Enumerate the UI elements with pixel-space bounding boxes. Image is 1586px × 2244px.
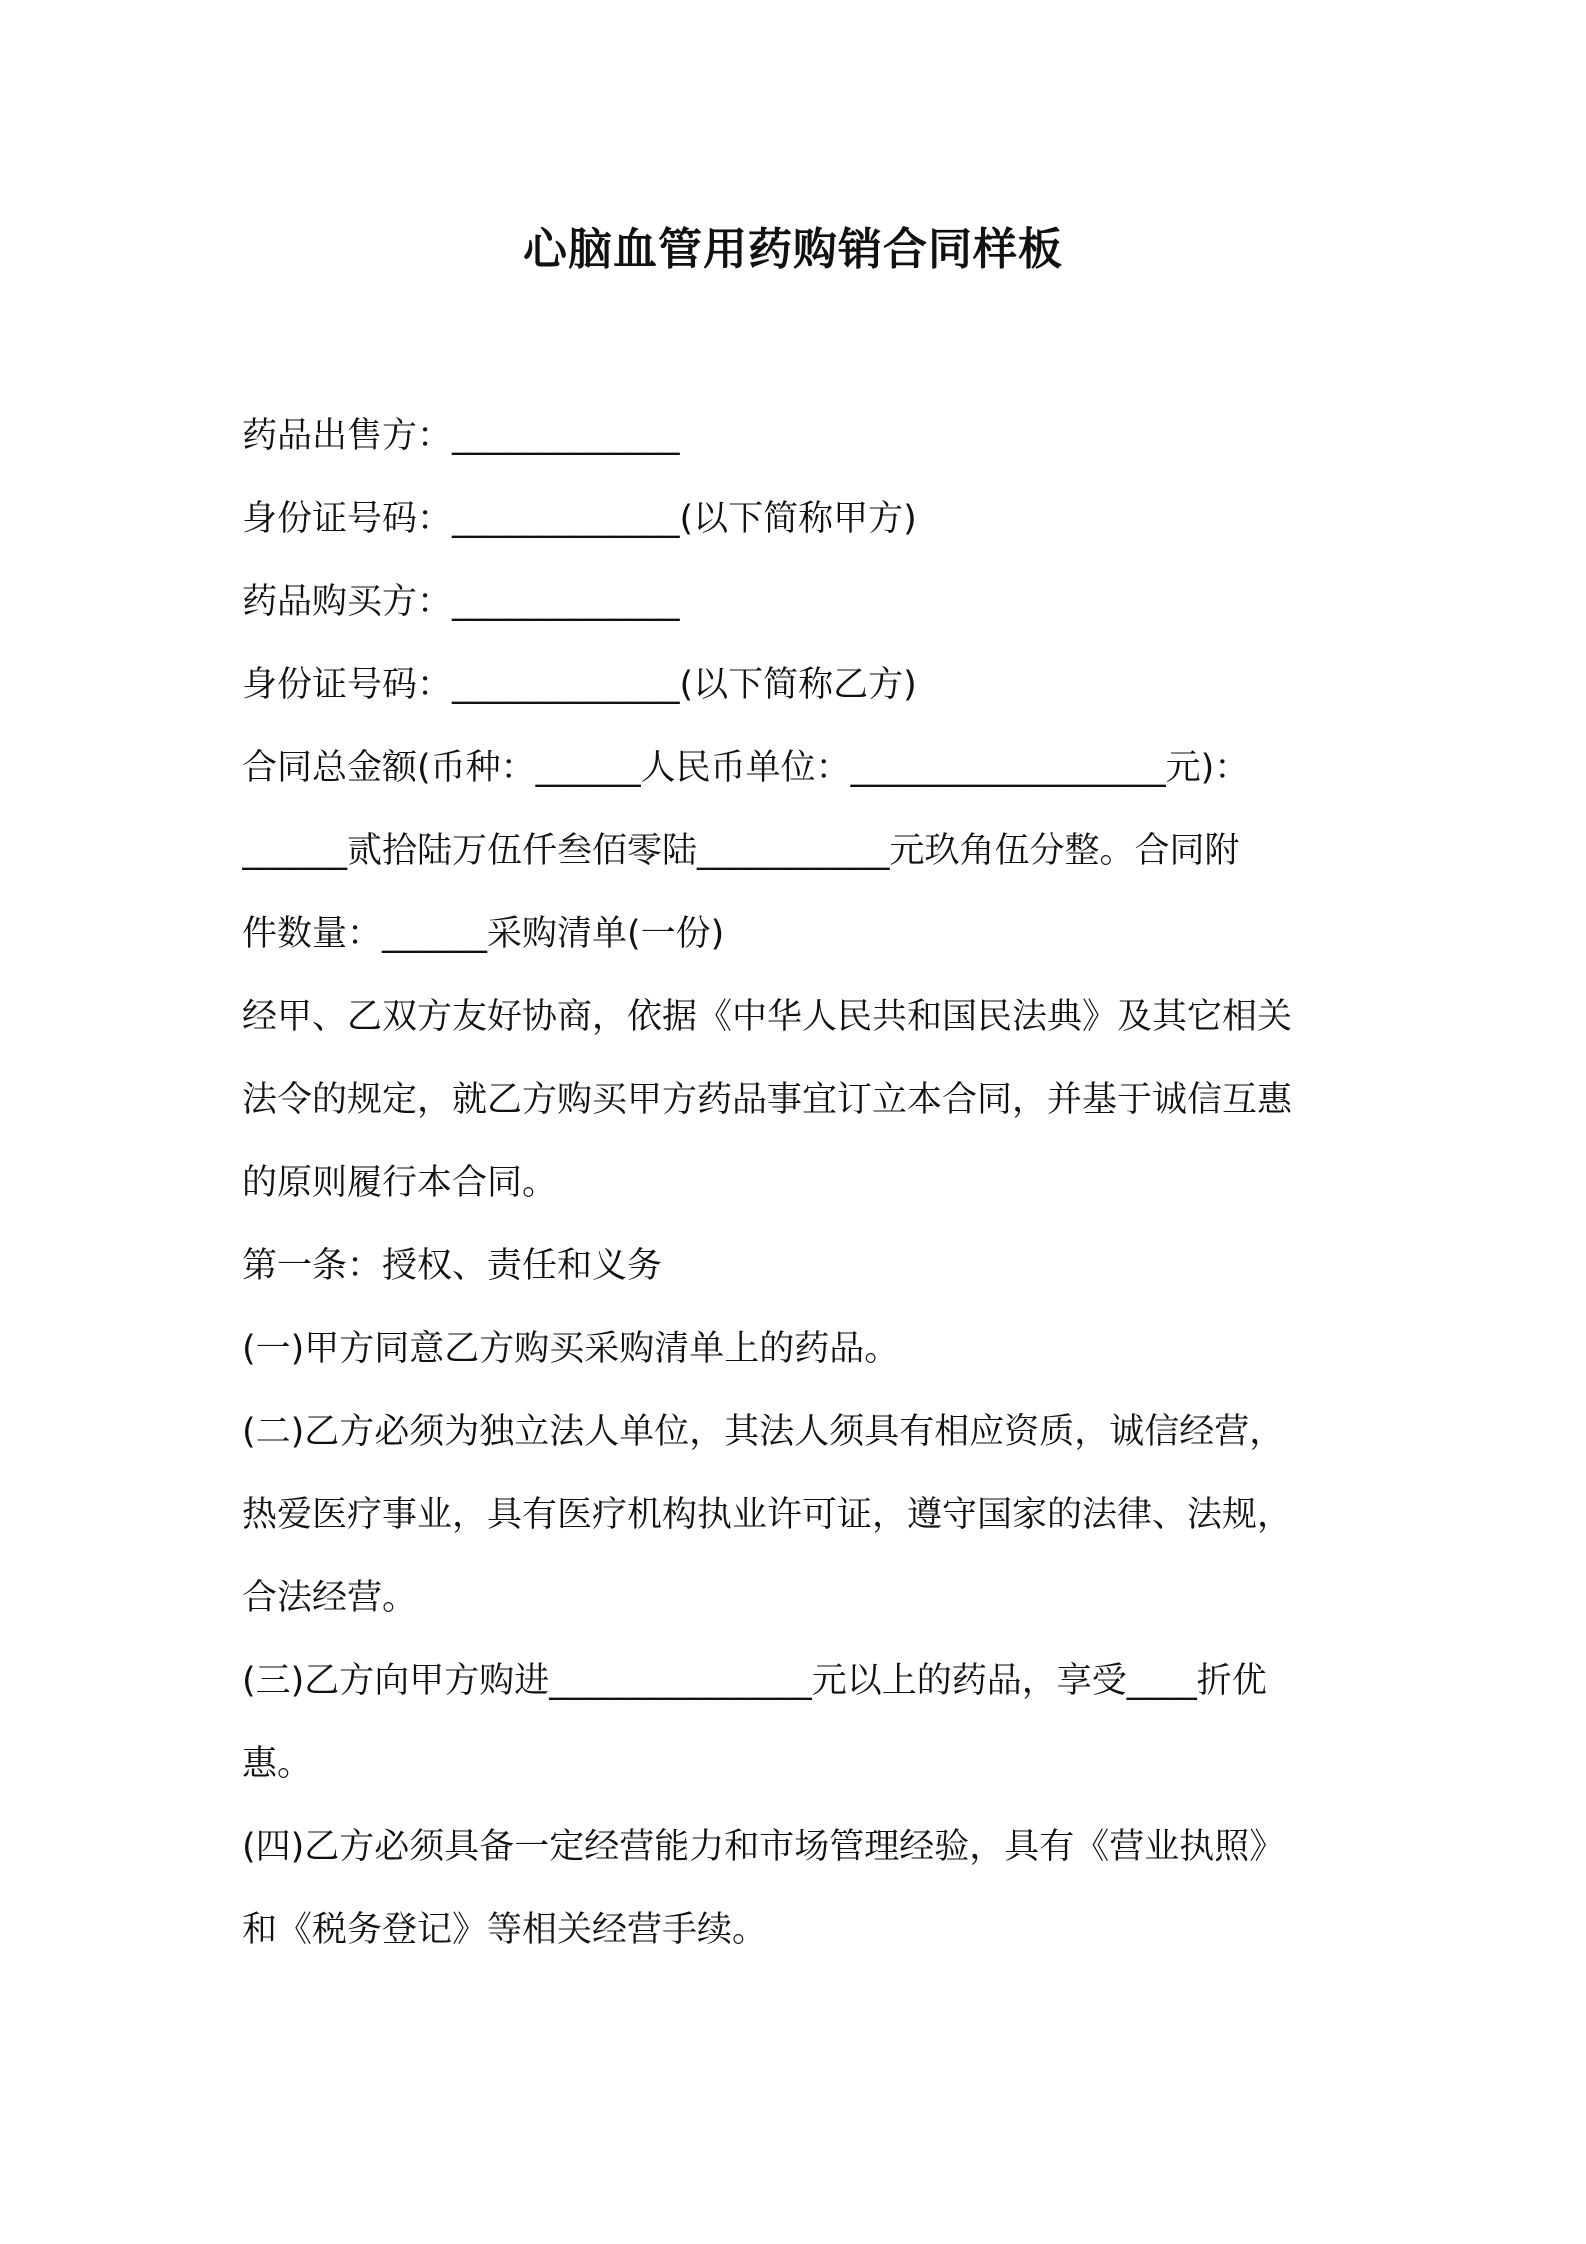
- clause-2-line-3: 合法经营。: [242, 1578, 418, 1618]
- contract-body: [242, 395, 1357, 1972]
- article-one-heading: 第一条：授权、责任和义务: [242, 1246, 663, 1286]
- contract-amount-words-line: ______贰拾陆万伍仟叁佰零陆___________元玖角伍分整。合同附: [242, 831, 1240, 871]
- buyer-id-line: 身份证号码：_____________(以下简称乙方): [242, 665, 917, 705]
- clause-4-line-1: (四)乙方必须具备一定经营能力和市场管理经验，具有《营业执照》: [242, 1827, 1285, 1867]
- contract-amount-line: 合同总金额(币种：______人民币单位：__________________元)：: [242, 748, 1250, 788]
- preamble-line-3: 的原则履行本合同。: [242, 1163, 558, 1203]
- clause-3-line-2: 惠。: [242, 1744, 313, 1784]
- document-title: 心脑血管用药购销合同样板: [523, 224, 1063, 275]
- clause-4-line-2: 和《税务登记》等相关经营手续。: [242, 1910, 768, 1950]
- buyer-line: 药品购买方：_____________: [242, 582, 680, 622]
- seller-id-line: 身份证号码：_____________(以下简称甲方): [242, 499, 917, 539]
- clause-3-line-1: (三)乙方向甲方购进_______________元以上的药品，享受____折优: [242, 1661, 1267, 1701]
- attachment-count-line: 件数量：______采购清单(一份): [242, 914, 725, 954]
- preamble-line-1: 经甲、乙双方友好协商，依据《中华人民共和国民法典》及其它相关: [242, 997, 1293, 1037]
- clause-1-line: (一)甲方同意乙方购买采购清单上的药品。: [242, 1329, 900, 1369]
- clause-2-line-2: 热爱医疗事业，具有医疗机构执业许可证，遵守国家的法律、法规，: [242, 1495, 1293, 1535]
- clause-2-line-1: (二)乙方必须为独立法人单位，其法人须具有相应资质，诚信经营，: [242, 1412, 1285, 1452]
- seller-line: 药品出售方：_____________: [242, 416, 680, 456]
- preamble-line-2: 法令的规定，就乙方购买甲方药品事宜订立本合同，并基于诚信互惠: [242, 1080, 1293, 1120]
